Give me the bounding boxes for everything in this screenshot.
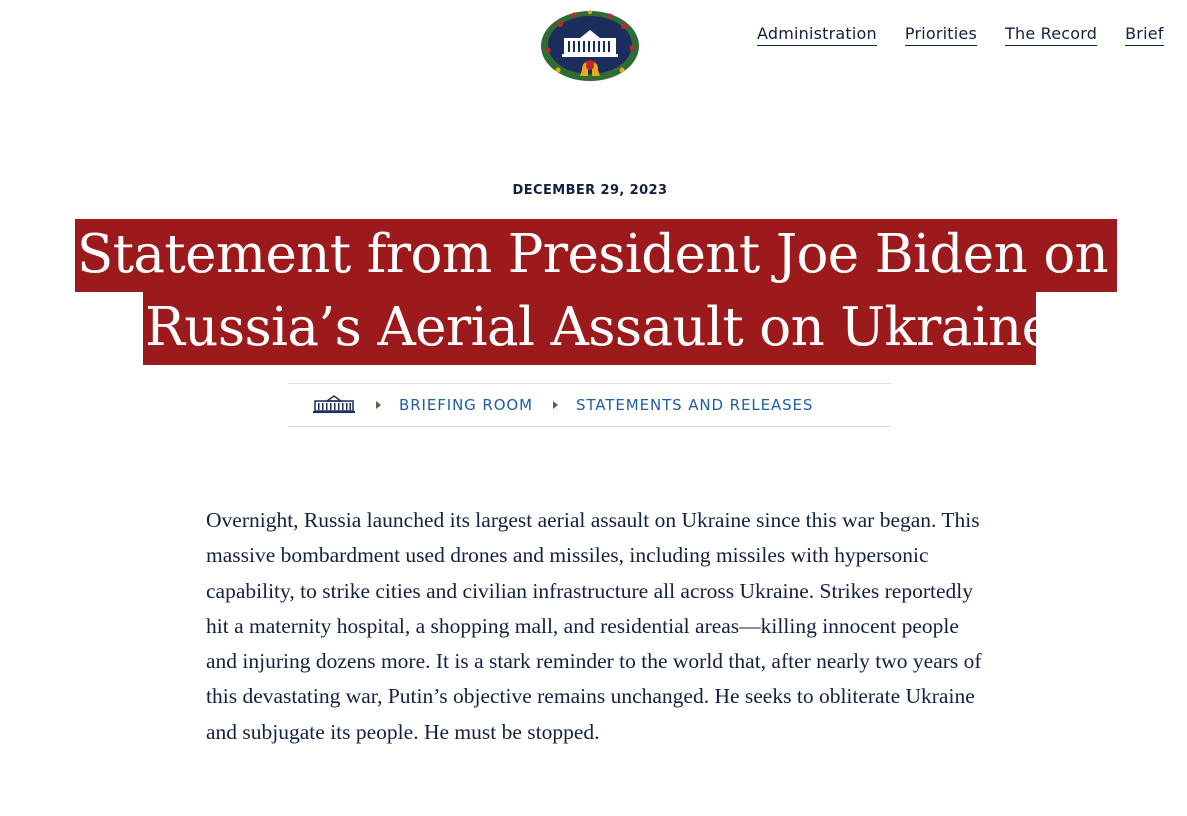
breadcrumb-statements-and-releases[interactable]: STATEMENTS AND RELEASES <box>575 396 814 414</box>
article-body: Overnight, Russia launched its largest aerial assault on Ukraine since this war began. This massive bombardment used drones and missiles, including missiles with hypersonic capability, to strike cities and civilian infrastructure all across Ukraine. Strikes reportedly hit a maternity hospital, a shopping mall, and residential areas—killing innocent people and injuring dozens more. It is a stark reminder to the world that, after nearly two years of this devastating war, Putin’s objective remains unchanged. He seeks to obliterate Ukraine and subjugate its people. He must be stopped. <box>206 508 982 744</box>
white-house-logo[interactable] <box>540 10 640 86</box>
nav-link-the-record[interactable]: The Record <box>1005 24 1097 46</box>
breadcrumb-briefing-room[interactable]: BRIEFING ROOM <box>399 396 533 414</box>
white-house-icon[interactable] <box>312 395 356 415</box>
nav-link-administration[interactable]: Administration <box>757 24 877 46</box>
article-date: DECEMBER 29, 2023 <box>512 183 668 198</box>
breadcrumb <box>288 383 891 427</box>
nav-link-briefing-room[interactable]: Brief <box>1125 24 1163 46</box>
breadcrumb-separator-icon <box>553 401 558 409</box>
white-house-wreath-icon <box>540 10 640 86</box>
top-navigation <box>757 24 1164 46</box>
breadcrumb-separator-icon <box>376 401 381 409</box>
nav-link-priorities[interactable]: Priorities <box>905 24 977 46</box>
page-title-line-2: Russia’s Aerial Assault on Ukraine <box>143 292 1036 365</box>
page-title-line-1: Statement from President Joe Biden on <box>75 219 1117 292</box>
